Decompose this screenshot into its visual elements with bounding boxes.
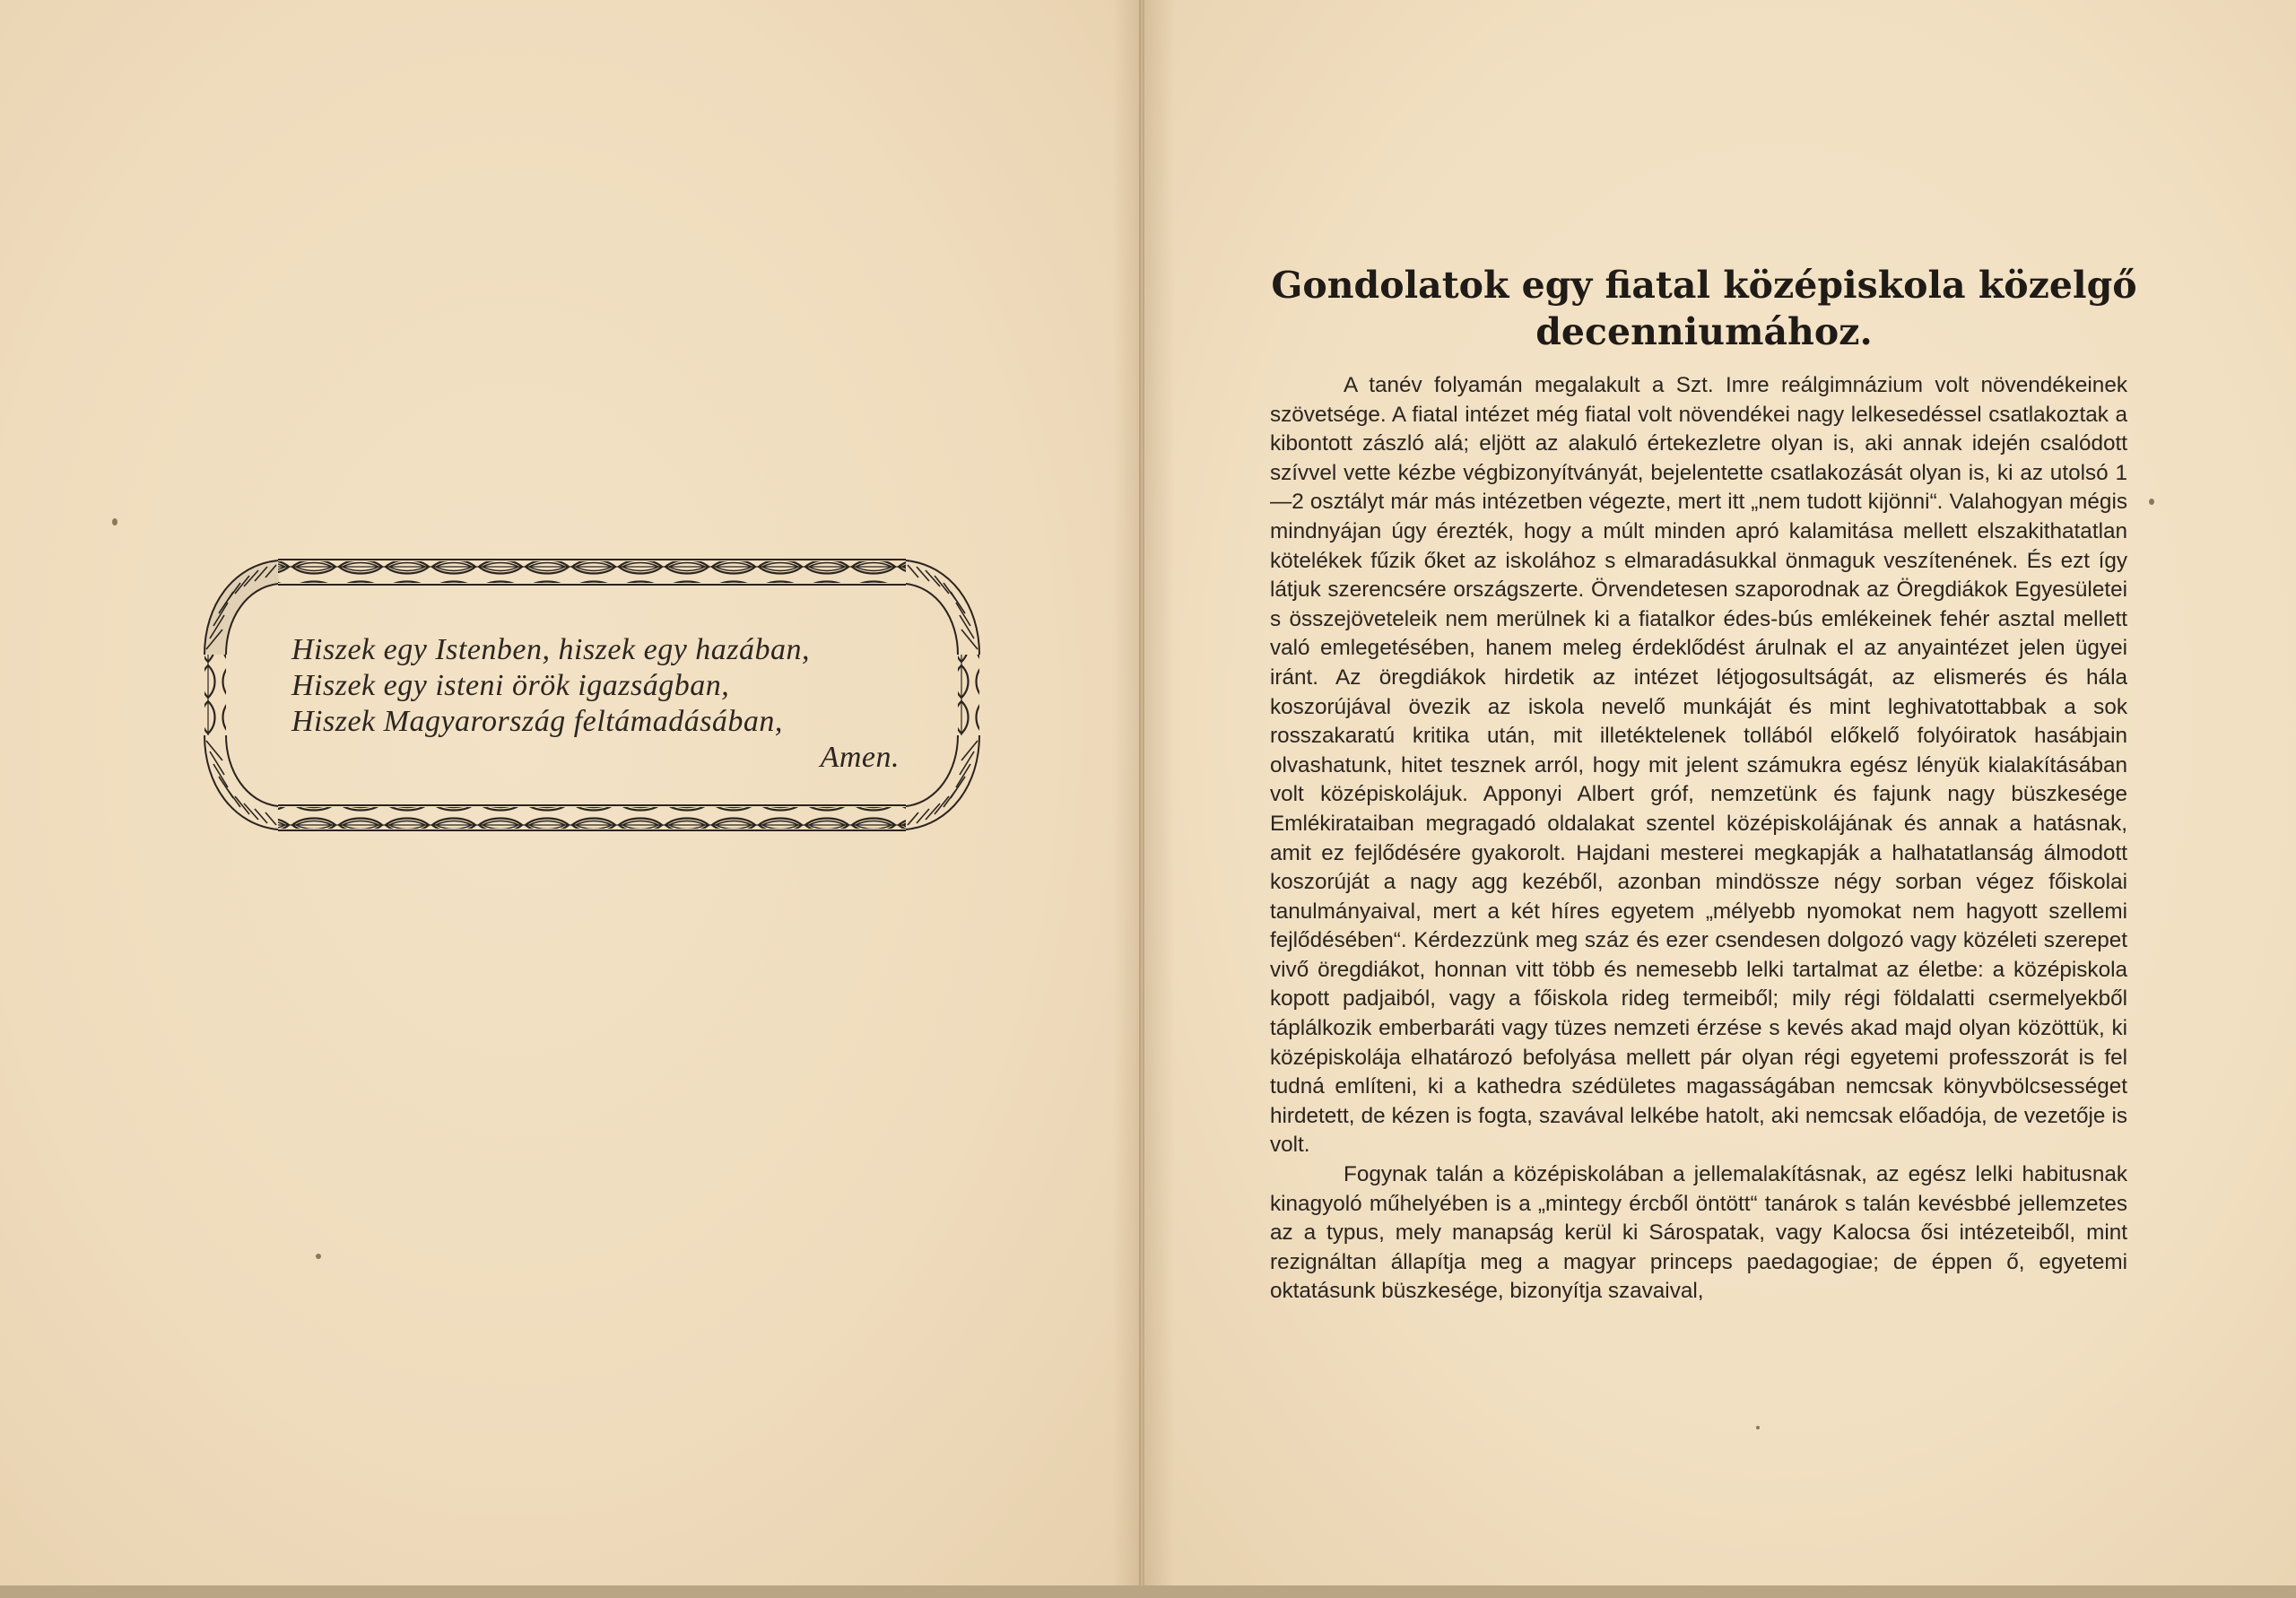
poem-amen: Amen. — [820, 741, 900, 774]
poem-line: Hiszek Magyarország feltámadásában, — [291, 705, 783, 738]
credo-poem — [291, 632, 910, 776]
paper-speck — [316, 1254, 321, 1259]
article-title — [1247, 262, 2161, 355]
book-gutter — [1112, 0, 1175, 1598]
article-paragraph: Fogynak talán a középiskolában a jellemalakításnak, az egész lelki habitusnak kinagyoló műhelyében is a „mintegy ércből öntött“ tanárok s talán kevésbbé jellemzetes az a typus, mely manapság kerül ki Sárospatak, vagy Kalocsa ősi intézeteiből, mint rezignáltan állapítja meg a magyar princeps paedagogiae; de éppen ő, egyetemi oktatásunk büszkesége, bizonyítja szavaival, — [1270, 1162, 2127, 1304]
paper-speck — [112, 518, 117, 525]
article-body — [1270, 371, 2127, 1307]
article-title-line: decenniumához. — [1535, 310, 1873, 353]
paper-speck — [2149, 499, 2154, 505]
poem-line: Hiszek egy isteni örök igazságban, — [291, 669, 730, 702]
paper-speck — [1756, 1426, 1760, 1429]
poem-line: Hiszek egy Istenben, hiszek egy hazában, — [291, 633, 811, 666]
article-title-line: Gondolatok egy fiatal középiskola közelgő — [1271, 264, 2137, 307]
article-paragraph: A tanév folyamán megalakult a Szt. Imre reálgimnázium volt növendékeinek szövetsége. A fiatal intézet még fiatal volt növendékei nagy lelkesedéssel csatlakoztak a kibontott zászló alá; eljött az alakuló értekezletre olyan is, aki annak idején csalódott szívvel vette kézbe végbizonyítványát, bejelentette csatlakozását olyan is, ki az utolsó 1—2 osztályt már más intézetben végezte, mert itt „nem tudott kijönni“. Valahogyan mégis mindnyájan úgy érezték, hogy a múlt minden apró kalamitása mellett elszakithatatlan kötelékek fűzik őket az iskolához s elmaradásukkal önmaguk veszítenének. És ezt így látjuk szerencsére országszerte. Örvendetesen szaporodnak az Öregdiákok Egyesületei s összejöveteleik nem merülnek ki a fiatalkor édes-bús emlékeinek fehér asztal mellett való emlegetésében, hanem meleg érdeklődést árulnak el az anyaintézet jelen ügyei iránt. Az öregdiákok hirdetik az intézet létjogosultságát, az elismerés és hála koszorújával övezik az iskola nevelő munkáját és mint leghivatottabbak a sok rosszakaratú kritika után, mit illetéktelenek tollából előkelő folyóiratok hasábjain olvashatunk, hitet tesznek arról, hogy mit jelent számukra egész lényük kialakításában volt középiskolájuk. Apponyi Albert gróf, nemzetünk és fajunk nagy büszkesége Emlékirataiban megragadó oldalakat szentel középiskolájának és annak a hatásnak, amit ez fejlődésére gyakorolt. Hajdani mesterei megkapják a halhatatlanság álmodott koszorúját a nagy agg kezéből, azonban mindössze négy sorban végez főiskolai tanulmányaival, mert a két híres egyetem „mélyebb nyomokat nem hagyott szellemi fejlődésében“. Kérdezzünk meg száz és ezer csendesen dolgozó vagy közéleti szerepet vivő öregdiákot, honnan vitt több és nemesebb lelki tartalmat az életbe: a középiskola kopott padjaiból, vagy a főiskola rideg termeiből; mily régi földalatti csermelyekből táplálkozik emberbaráti vagy tüzes nemzeti érzése s kevés akad majd olyan közöttük, ki középiskolája elhatározó befolyása mellett pár olyan régi egyetemi professzorát is fel tudná említeni, ki a kathedra szédületes magasságában nemcsak könyvbölcsességet hirdetett, de kézen is fogta, szavával lelkébe hatolt, aki nemcsak előadója, de vezetője is volt. — [1270, 373, 2127, 1158]
page-bottom-edge — [0, 1585, 2296, 1598]
